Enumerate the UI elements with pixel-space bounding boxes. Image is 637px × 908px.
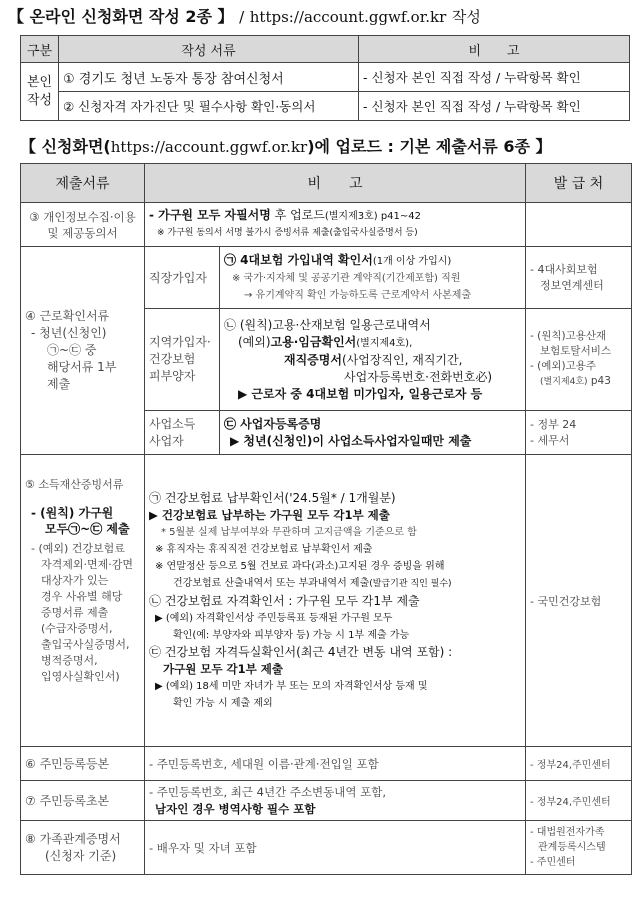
table-row — [21, 247, 632, 309]
subtype-cell: 사업소득 사업자 — [145, 411, 220, 455]
table-row — [21, 92, 630, 121]
section1-title: 【 온라인 신청화면 작성 2종 】 / https://account.ggwf.or.kr 작성 — [8, 7, 481, 26]
note-cell: ㉡ (원칙)고용·산재보험 일용근로내역서 (예외)고용·임금확인서(별지제4호), 재직증명서(사업장직인, 재직기간, 사업자등록번호·전화번호必) ▶ 근로자 중 4대보험 미가입자, 일용근로자 등 — [220, 309, 526, 411]
documents-table — [20, 163, 632, 875]
col-header: 구분 — [21, 36, 59, 63]
table-row — [21, 747, 632, 781]
doc-cell: ④ 근로확인서류 - 청년(신청인) ㉠~㉢ 중 해당서류 1부 제출 — [21, 247, 145, 455]
table-row — [21, 203, 632, 247]
col-header: 제출서류 — [21, 164, 145, 203]
note-cell: ㉠ 4대보험 가입내역 확인서(1개 이상 가입시) ※ 국가·지자체 및 공공기관 계약직(기간제포함) 직원 → 유기계약직 확인 가능하도록 근로계약서 사본제출 — [220, 247, 526, 309]
group-label: 본인 작성 — [21, 63, 59, 121]
subtype-cell: 지역가입자· 건강보험 피부양자 — [145, 309, 220, 411]
issuer-cell: - 국민건강보험 — [526, 455, 632, 747]
doc-cell: ② 신청자격 자가진단 및 필수사항 확인·동의서 — [59, 92, 359, 121]
issuer-cell: - 정부 24 - 세무서 — [526, 411, 632, 455]
note-cell: ㉠ 건강보험료 납부확인서('24.5월* / 1개월분) ▶ 건강보험료 납부하는 가구원 모두 각1부 제출 * 5월분 실제 납부여부와 무관하며 고지금액을 기준으로 함 ※ 휴직자는 휴직직전 건강보험료 납부확인서 제출 ※ 연말정산 등으로 5월 건보료 과다(과소)고지된 경우 증빙을 위해 건강보험료 산출내역서 또는 부과내역서 제출(발급기관 직인 필수) ㉡ 건강보험료 자격확인서 : 가구원 모두 각1부 제출 ▶ (예외) 자격확인서상 주민등록표 등재된 가구원 모두 확인(예: 부양자와 피부양자 등) 가능 시 1부 제출 가능 ㉢ 건강보험 자격득실확인서(최근 4년간 변동 내역 포함) : 가구원 모두 각1부 제출 ▶ (예외) 18세 미만 자녀가 부 또는 모의 자격확인서상 등재 및 확인 가능 시 제출 제외 — [145, 455, 526, 747]
note-cell: - 신청자 본인 직접 작성 / 누락항목 확인 — [359, 92, 630, 121]
issuer-cell: - 4대사회보험 정보연계센터 — [526, 247, 632, 309]
issuer-cell: - 정부24,주민센터 — [526, 747, 632, 781]
note-cell: - 주민등록번호, 최근 4년간 주소변동내역 포함, 남자인 경우 병역사항 필수 포함 — [145, 781, 526, 821]
table-row — [21, 821, 632, 875]
col-header: 비 고 — [359, 36, 630, 63]
col-header: 발 급 처 — [526, 164, 632, 203]
doc-cell: ① 경기도 청년 노동자 통장 참여신청서 — [59, 63, 359, 92]
table-header-row — [21, 164, 632, 203]
table-row — [21, 781, 632, 821]
col-header: 작성 서류 — [59, 36, 359, 63]
table-row — [21, 455, 632, 747]
doc-cell: ⑧ 가족관계증명서 (신청자 기준) — [21, 821, 145, 875]
table-header-row — [21, 36, 630, 63]
table-row — [21, 63, 630, 92]
issuer-cell — [526, 203, 632, 247]
doc-cell: ⑤ 소득재산증빙서류 - (원칙) 가구원 모두㉠~㉢ 제출 - (예외) 건강보험료 자격제외·면제·감면 대상자가 있는 경우 사유별 해당 증명서류 제출 (수급자증명서, 출입국사실증명서, 병적증명서, 입영사실확인서) — [21, 455, 145, 747]
doc-cell: ③ 개인정보수집·이용 및 제공동의서 — [21, 203, 145, 247]
doc-cell: ⑥ 주민등록등본 — [21, 747, 145, 781]
note-cell: ㉢ 사업자등록증명 ▶ 청년(신청인)이 사업소득사업자일때만 제출 — [220, 411, 526, 455]
col-header: 비 고 — [145, 164, 526, 203]
doc-cell: ⑦ 주민등록초본 — [21, 781, 145, 821]
issuer-cell: - (원칙)고용산재 보험토탈서비스 - (예외)고용주 (별지제4호) p43 — [526, 309, 632, 411]
note-cell: - 주민등록번호, 세대원 이름·관계·전입일 포함 — [145, 747, 526, 781]
issuer-cell: - 대법원전자가족 관계등록시스템 - 주민센터 — [526, 821, 632, 875]
section2-title: 【 신청화면(https://account.ggwf.or.kr)에 업로드 : 기본 제출서류 6종 】 — [20, 137, 552, 156]
subtype-cell: 직장가입자 — [145, 247, 220, 309]
online-form-table — [20, 35, 630, 121]
note-cell: - 신청자 본인 직접 작성 / 누락항목 확인 — [359, 63, 630, 92]
note-cell: - 가구원 모두 자필서명 후 업로드(별지제3호) p41~42 ※ 가구원 동의서 서명 불가시 증빙서류 제출(출입국사실증명서 등) — [145, 203, 526, 247]
issuer-cell: - 정부24,주민센터 — [526, 781, 632, 821]
note-cell: - 배우자 및 자녀 포함 — [145, 821, 526, 875]
